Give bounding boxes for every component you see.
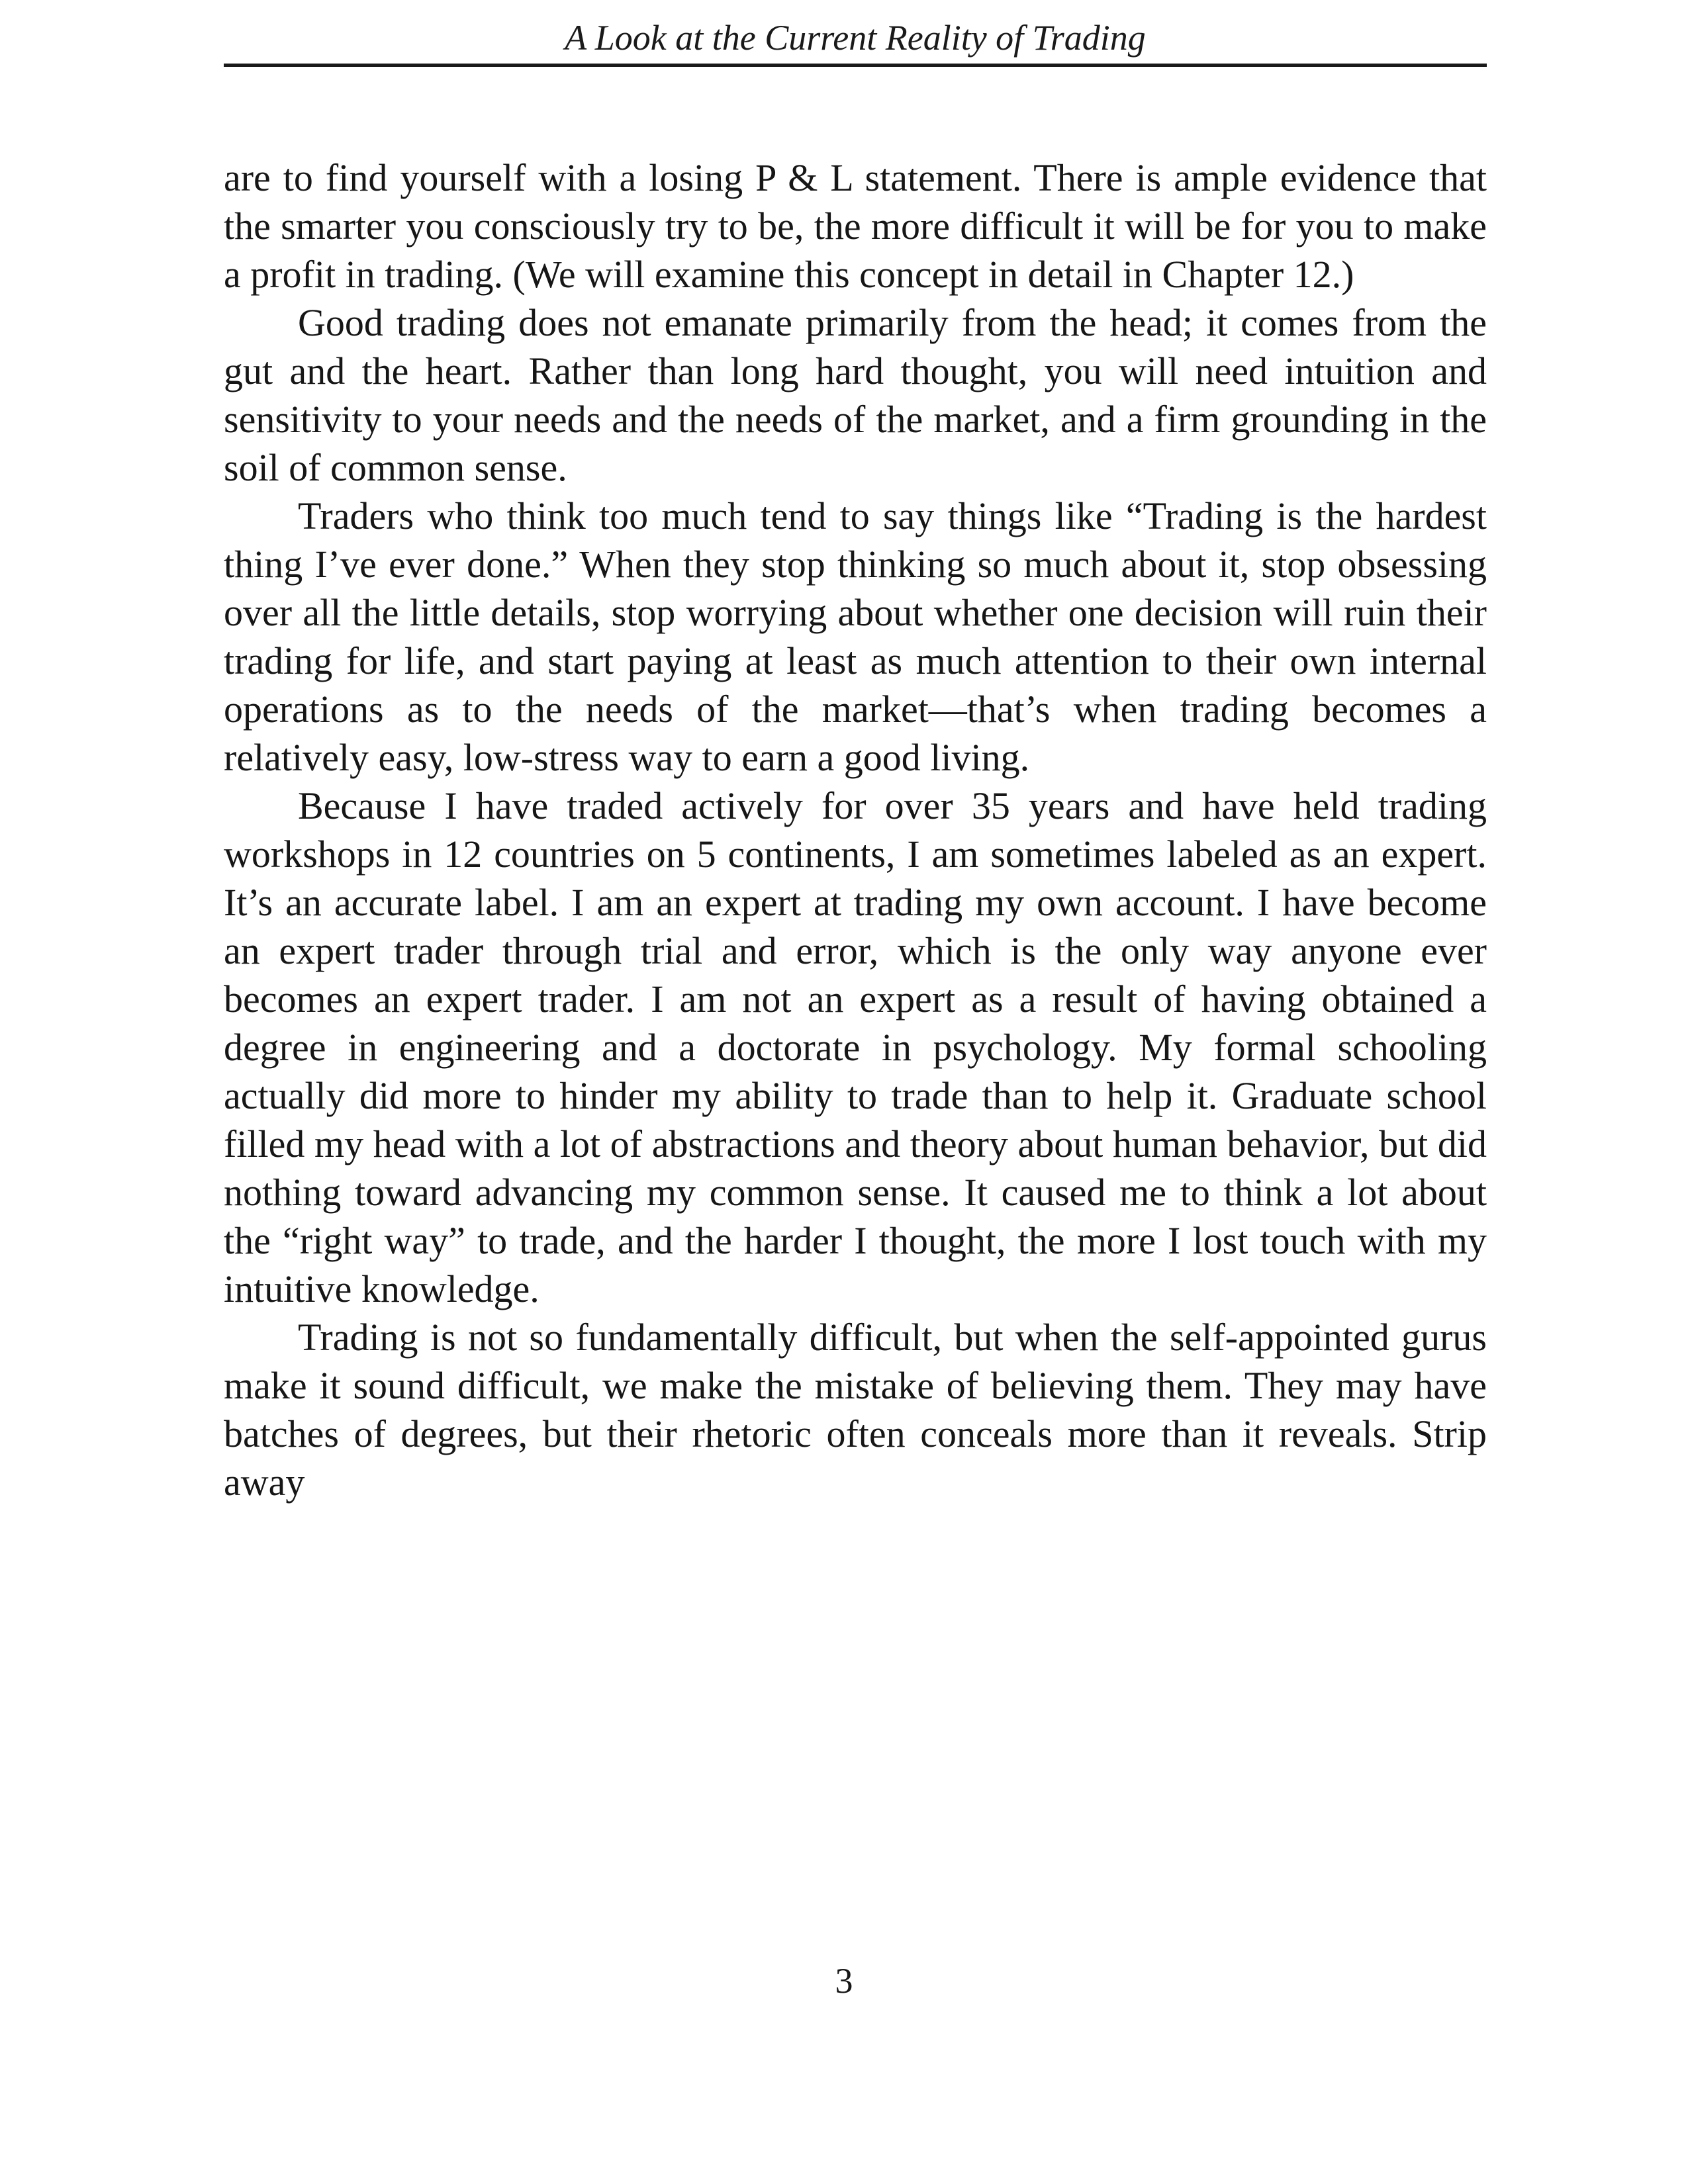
body-text bbox=[224, 154, 1487, 1506]
paragraph-1: are to find yourself with a losing P & L statement. There is ample evidence that the smarter you consciously try to be, the more difficult it will be for you to make a profit in trading. (We will examine this concept in detail in Chapter 12.) bbox=[224, 156, 1487, 296]
header-rule bbox=[224, 64, 1487, 67]
paragraph-4: Because I have traded actively for over 35 years and have held trading workshops in 12 countries on 5 continents, I am sometimes labeled as an expert. It’s an accurate label. I am an expert at trading my own account. I have become an expert trader through trial and error, which is the only way anyone ever becomes an expert trader. I am not an expert as a result of having obtained a degree in engineering and a doctorate in psychology. My formal schooling actually did more to hinder my ability to trade than to help it. Graduate school filled my head with a lot of abstractions and theory about human behavior, but did nothing toward advancing my common sense. It caused me to think a lot about the “right way” to trade, and the harder I thought, the more I lost touch with my intuitive knowledge. bbox=[224, 784, 1487, 1310]
page-number: 3 bbox=[835, 1961, 853, 2001]
running-head-title: A Look at the Current Reality of Trading bbox=[565, 18, 1146, 58]
paragraph-3: Traders who think too much tend to say things like “Trading is the hardest thing I’ve ever done.” When they stop thinking so much about it, stop obsessing over all the little details, stop worrying about whether one decision will ruin their trading for life, and start paying at least as much attention to their own internal operations as to the needs of the market—that’s when trading becomes a relatively easy, low-stress way to earn a good living. bbox=[224, 494, 1487, 779]
paragraph-5: Trading is not so fundamentally difficult, but when the self-appointed gurus make it sound difficult, we make the mistake of believing them. They may have batches of degrees, but their rhetoric often conceals more than it reveals. Strip away bbox=[224, 1316, 1487, 1504]
paragraph-2: Good trading does not emanate primarily from the head; it comes from the gut and the heart. Rather than long hard thought, you will need intuition and sensitivity to your needs and the needs of the market, and a firm grounding in the soil of common sense. bbox=[224, 301, 1487, 489]
